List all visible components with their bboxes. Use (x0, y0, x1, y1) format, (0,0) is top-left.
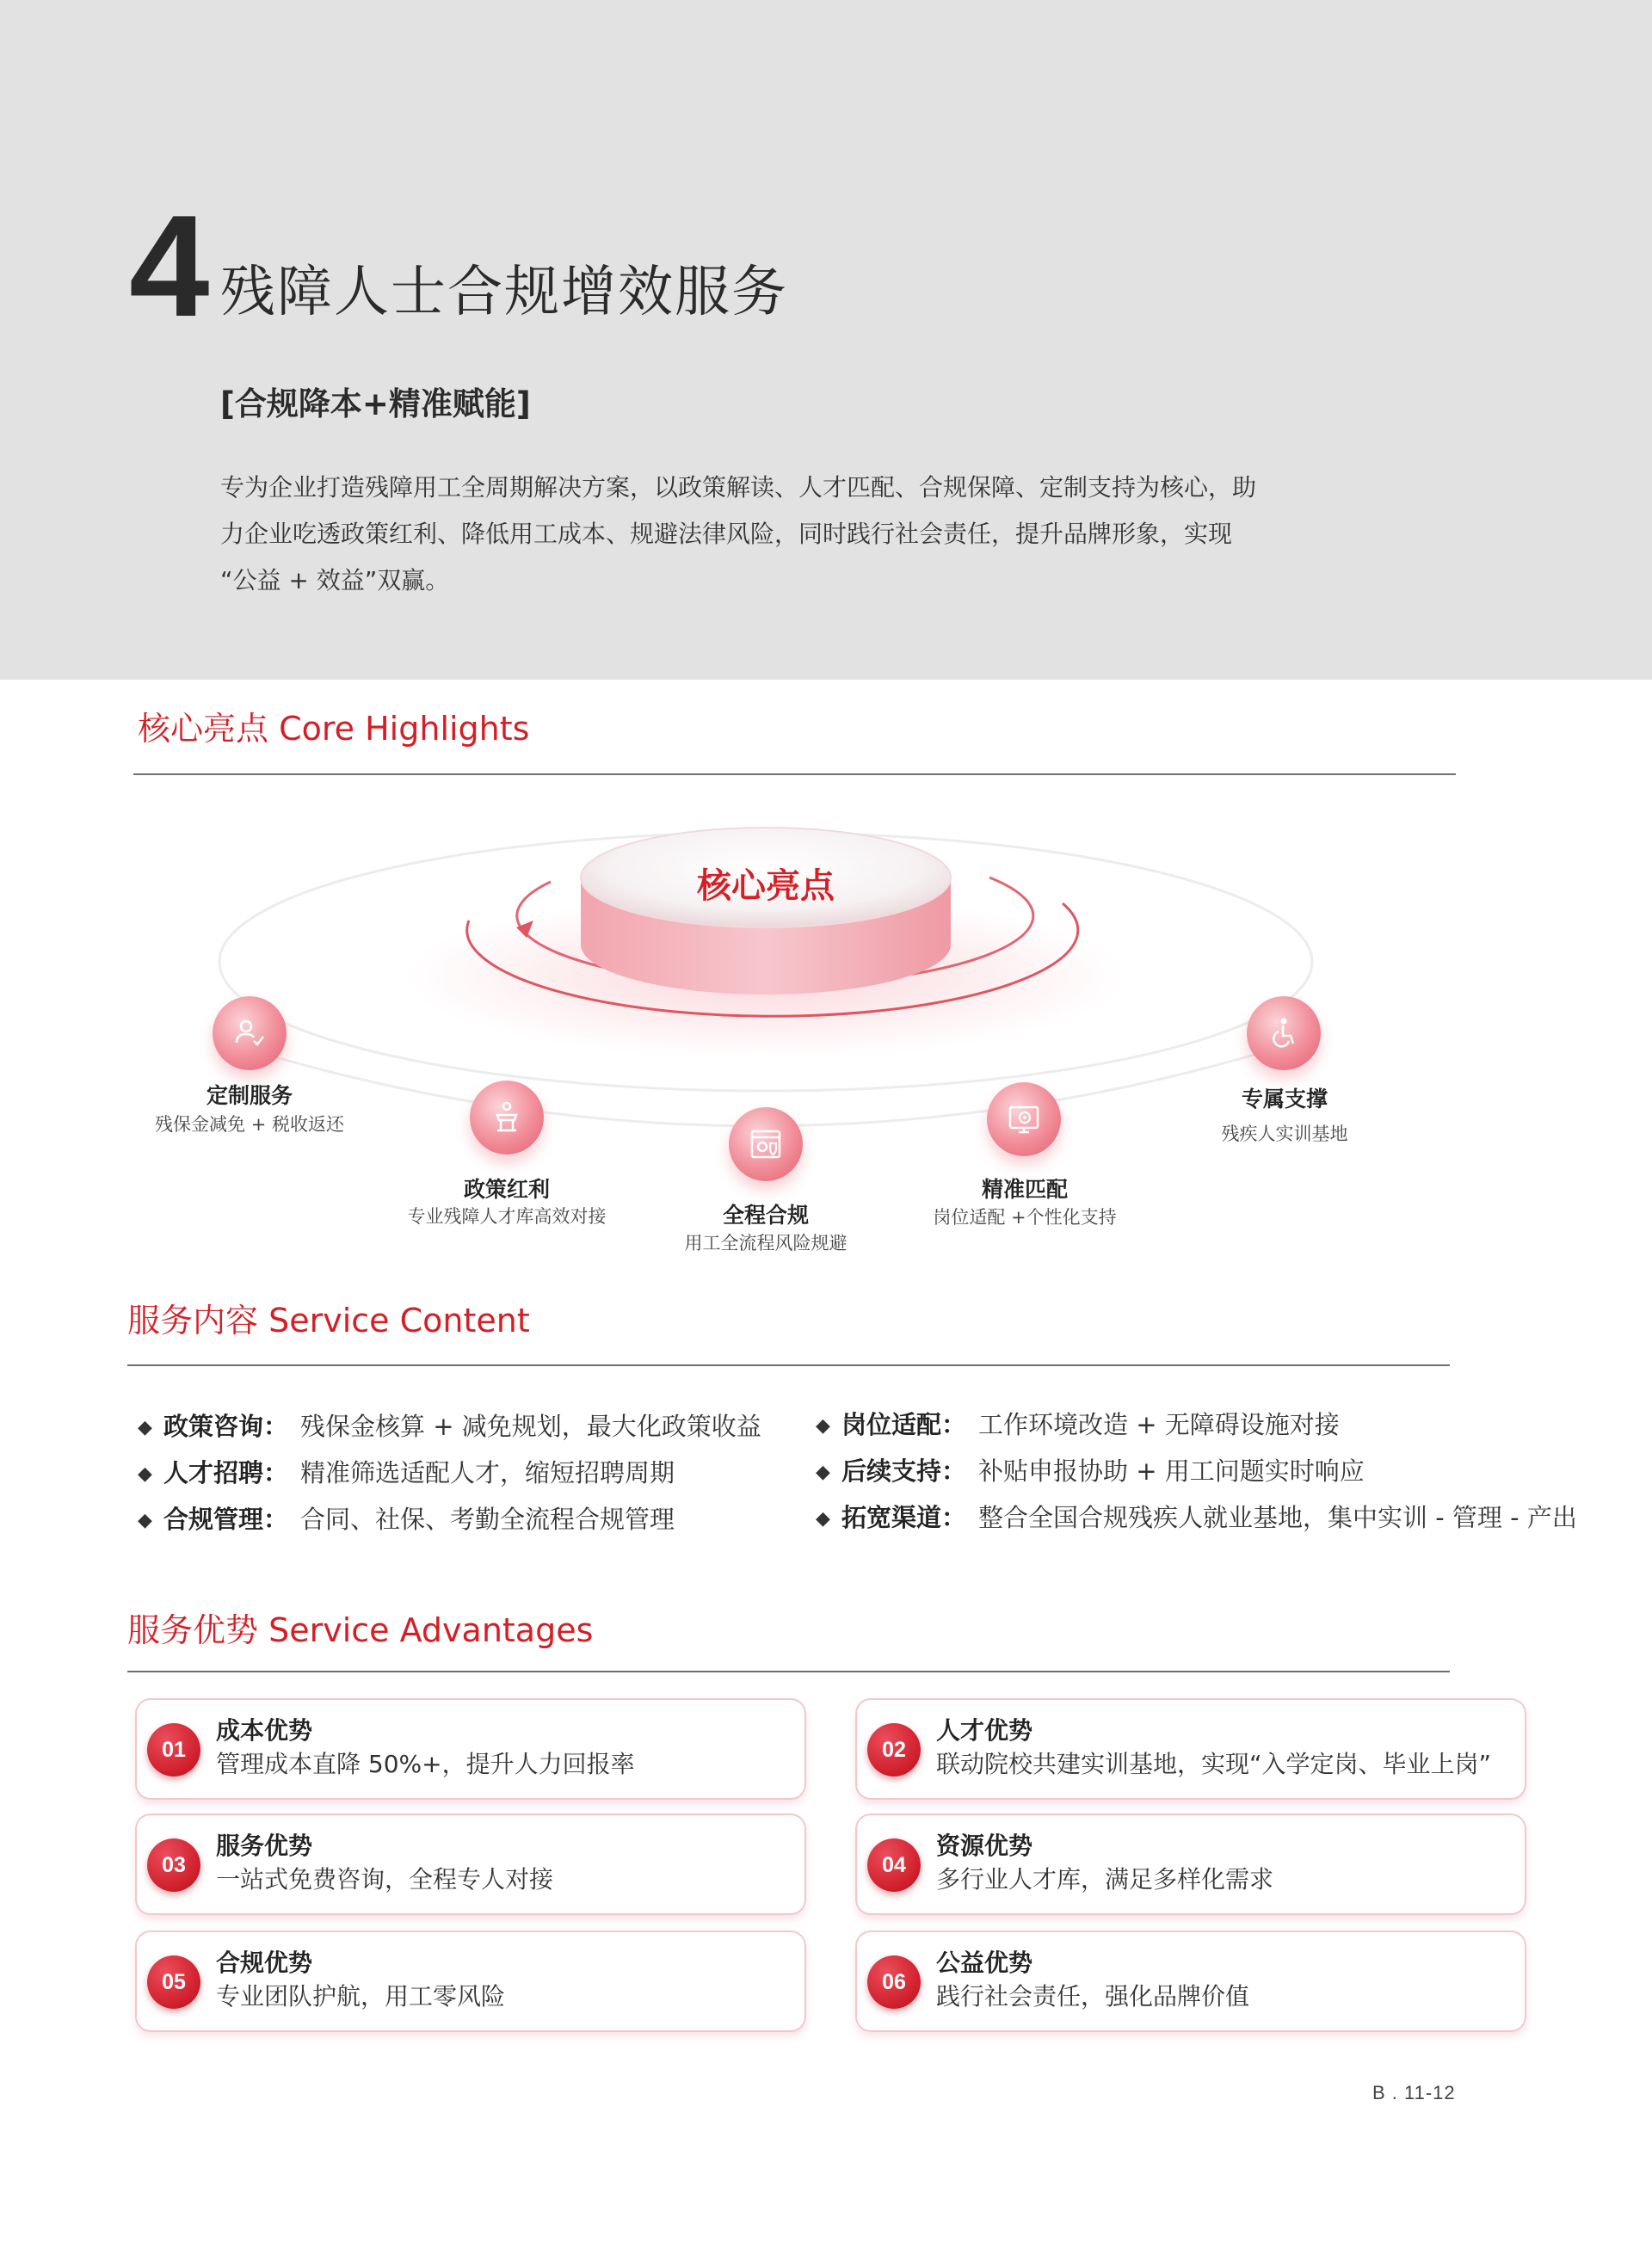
service-item: ◆ 人才招聘： 精准筛选适配人才，缩短招聘周期 (138, 1456, 675, 1492)
advantage-desc: 一站式免费咨询，全程专人对接 (216, 1865, 554, 1894)
highlight-desc: 残保金减免 + 税收返还 (155, 1114, 344, 1135)
page-number: B . 11-12 (1372, 2082, 1456, 2103)
advantage-desc: 践行社会责任，强化品牌价值 (936, 1982, 1250, 2011)
advantage-number-badge: 05 (147, 1955, 200, 2009)
diamond-bullet-icon: ◆ (138, 1417, 152, 1438)
diamond-bullet-icon: ◆ (816, 1462, 830, 1483)
highlight-title: 专属支撑 (1241, 1087, 1328, 1112)
highlight-circle-custom (213, 996, 287, 1070)
diamond-bullet-icon: ◆ (816, 1415, 830, 1437)
diamond-bullet-icon: ◆ (816, 1508, 830, 1530)
advantage-number-badge: 02 (867, 1723, 921, 1777)
highlight-circle-matching (987, 1082, 1061, 1156)
highlight-circle-policy (470, 1081, 544, 1155)
highlights-heading: 核心亮点 Core Highlights (138, 710, 530, 748)
advantage-title: 公益优势 (936, 1949, 1033, 1977)
highlight-title: 定制服务 (206, 1083, 293, 1108)
service-item: ◆ 拓宽渠道： 整合全国合规残疾人就业基地，集中实训 - 管理 - 产出 (816, 1500, 1577, 1536)
highlight-title: 政策红利 (463, 1177, 550, 1202)
advantage-card (137, 1932, 804, 2030)
advantage-title: 合规优势 (216, 1949, 313, 1977)
advantage-number-badge: 06 (867, 1955, 921, 2009)
advantage-card (857, 1932, 1525, 2030)
highlight-desc: 用工全流程风险规避 (684, 1233, 848, 1253)
document-shield-icon (748, 1126, 784, 1162)
highlight-circle-compliance (729, 1107, 803, 1181)
advantages-divider (127, 1671, 1450, 1672)
podium-icon (489, 1099, 525, 1136)
advantage-number-badge: 03 (147, 1838, 200, 1892)
advantage-title: 成本优势 (216, 1716, 313, 1745)
highlight-desc: 残疾人实训基地 (1221, 1124, 1348, 1144)
hero-description (220, 465, 1330, 604)
highlight-title: 全程合规 (722, 1203, 809, 1228)
advantage-title: 人才优势 (936, 1716, 1033, 1745)
highlight-desc: 专业残障人才库高效对接 (407, 1206, 607, 1227)
advantage-desc: 联动院校共建实训基地，实现“入学定岗、毕业上岗” (936, 1750, 1492, 1778)
service-content-divider (127, 1364, 1450, 1366)
hero-subtitle: [合规降本+精准赋能] (220, 385, 531, 422)
highlight-circle-support (1247, 996, 1321, 1070)
service-item: ◆ 合规管理： 合同、社保、考勤全流程合规管理 (138, 1502, 675, 1538)
page-title: 残障人士合规增效服务 (220, 261, 788, 324)
advantage-desc: 多行业人才库，满足多样化需求 (936, 1865, 1274, 1894)
diamond-bullet-icon: ◆ (138, 1463, 152, 1485)
service-item: ◆ 政策咨询： 残保金核算 + 减免规划，最大化政策收益 (138, 1409, 761, 1445)
highlight-desc: 岗位适配 +个性化支持 (933, 1207, 1117, 1228)
person-check-icon (231, 1015, 268, 1051)
advantage-number-badge: 04 (867, 1838, 921, 1892)
monitor-target-icon (1006, 1101, 1042, 1137)
service-content-heading: 服务内容 Service Content (127, 1302, 530, 1339)
description-line: 力企业吃透政策红利、降低用工成本、规避法律风险，同时践行社会责任，提升品牌形象，实现 (220, 520, 1233, 548)
service-item: ◆ 岗位适配： 工作环境改造 + 无障碍设施对接 (816, 1407, 1340, 1444)
advantage-card (137, 1815, 804, 1913)
advantage-card (857, 1815, 1525, 1913)
wheelchair-icon (1266, 1015, 1302, 1051)
advantages-heading: 服务优势 Service Advantages (127, 1611, 594, 1649)
section-number: 4 (129, 185, 210, 347)
description-line: 专为企业打造残障用工全周期解决方案，以政策解读、人才匹配、合规保障、定制支持为核心，助 (220, 473, 1257, 502)
diamond-bullet-icon: ◆ (138, 1510, 152, 1531)
service-item: ◆ 后续支持： 补贴申报协助 + 用工问题实时响应 (816, 1454, 1365, 1490)
core-highlights-label: 核心亮点 (697, 866, 835, 906)
advantage-number-badge: 01 (147, 1723, 200, 1777)
advantage-desc: 专业团队护航，用工零风险 (216, 1982, 506, 2011)
advantage-card (137, 1700, 804, 1798)
advantage-desc: 管理成本直降 50%+，提升人力回报率 (216, 1750, 635, 1778)
description-line: “公益 + 效益”双赢。 (220, 566, 450, 594)
advantage-title: 服务优势 (216, 1832, 313, 1860)
advantage-title: 资源优势 (936, 1832, 1033, 1860)
highlight-title: 精准匹配 (981, 1177, 1068, 1202)
highlights-divider (133, 773, 1456, 775)
advantage-card (857, 1700, 1525, 1798)
